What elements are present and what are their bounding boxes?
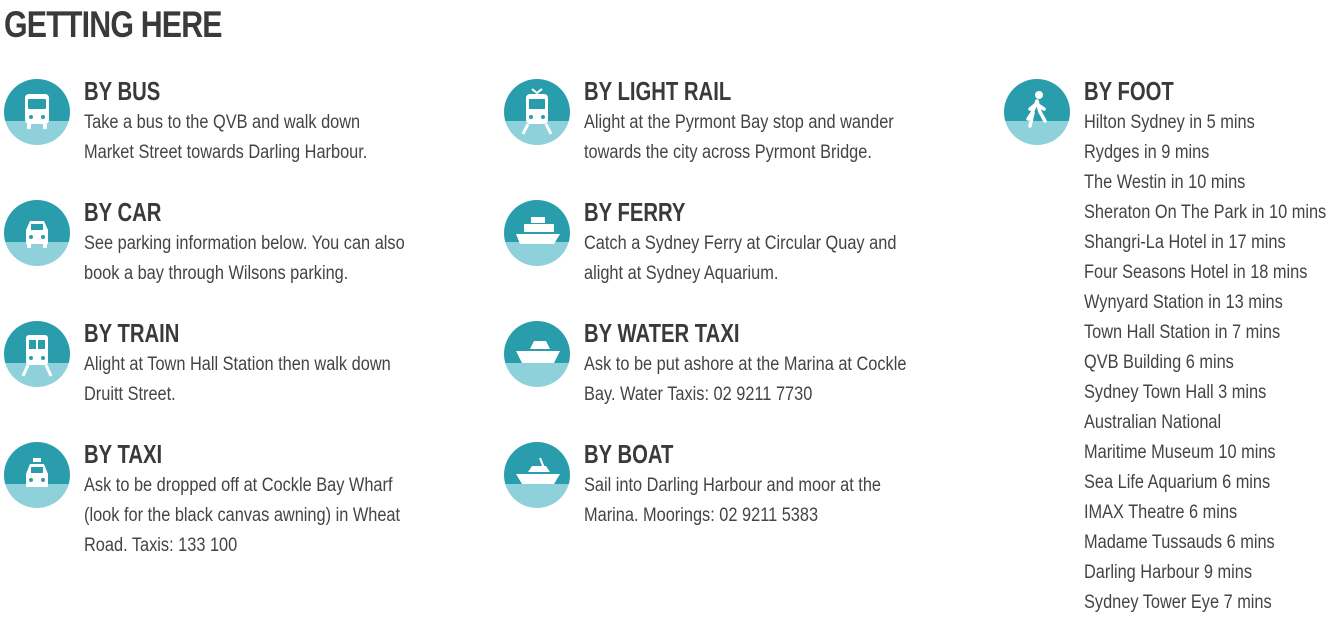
- foot-heading: BY FOOT: [1084, 76, 1174, 106]
- train-line-1: Alight at Town Hall Station then walk down: [84, 354, 391, 375]
- bus-line-1: Take a bus to the QVB and walk down: [84, 112, 361, 133]
- water-taxi-line-2: Bay. Water Taxis: 02 9211 7730: [584, 384, 813, 405]
- taxi-description: [84, 471, 400, 561]
- water-taxi-line-1: Ask to be put ashore at the Marina at Cockle: [584, 354, 907, 375]
- boat-icon: [504, 442, 570, 508]
- light-rail-heading: BY LIGHT RAIL: [584, 76, 732, 106]
- list-item: Rydges in 9 mins: [1084, 142, 1210, 163]
- boat-heading: BY BOAT: [584, 439, 674, 469]
- water-taxi-text: [584, 318, 959, 410]
- water-taxi-heading: BY WATER TAXI: [584, 318, 740, 348]
- walking-times-list: [1084, 108, 1326, 618]
- list-item: Sheraton On The Park in 10 mins: [1084, 202, 1327, 223]
- list-item: Sydney Town Hall 3 mins: [1084, 382, 1267, 403]
- ferry-line-2: alight at Sydney Aquarium.: [584, 263, 779, 284]
- light-rail-line-2: towards the city across Pyrmont Bridge.: [584, 142, 872, 163]
- train-description: [84, 350, 391, 410]
- walking-person-icon: [1004, 79, 1070, 145]
- list-item: QVB Building 6 mins: [1084, 352, 1234, 373]
- bus-description: [84, 108, 367, 168]
- taxi-heading: BY TAXI: [84, 439, 163, 469]
- list-item: IMAX Theatre 6 mins: [1084, 502, 1238, 523]
- taxi-line-1: Ask to be dropped off at Cockle Bay Wharf: [84, 475, 393, 496]
- list-item: Sydney Tower Eye 7 mins: [1084, 592, 1272, 613]
- list-item: Shangri-La Hotel in 17 mins: [1084, 232, 1286, 253]
- bus-icon: [4, 79, 70, 145]
- train-text: [84, 318, 441, 410]
- train-line-2: Druitt Street.: [84, 384, 176, 405]
- ferry-description: [584, 229, 896, 289]
- car-description: [84, 229, 405, 289]
- train-heading: BY TRAIN: [84, 318, 180, 348]
- list-item: Sea Life Aquarium 6 mins: [1084, 472, 1271, 493]
- list-item: Hilton Sydney in 5 mins: [1084, 112, 1255, 133]
- ferry-line-1: Catch a Sydney Ferry at Circular Quay and: [584, 233, 897, 254]
- list-item: Maritime Museum 10 mins: [1084, 442, 1276, 463]
- taxi-text: [84, 439, 452, 561]
- light-rail-line-1: Alight at the Pyrmont Bay stop and wander: [584, 112, 894, 133]
- list-item: Australian National: [1084, 412, 1222, 433]
- list-item: Darling Harbour 9 mins: [1084, 562, 1253, 583]
- page-title: GETTING HERE: [4, 4, 222, 45]
- light-rail-icon: [504, 79, 570, 145]
- bus-line-2: Market Street towards Darling Harbour.: [84, 142, 368, 163]
- water-taxi-icon: [504, 321, 570, 387]
- list-item: Town Hall Station in 7 mins: [1084, 322, 1281, 343]
- car-line-1: See parking information below. You can also: [84, 233, 405, 254]
- bus-text: [84, 76, 413, 168]
- taxi-line-2: (look for the black canvas awning) in Wheat: [84, 505, 401, 526]
- ferry-icon: [504, 200, 570, 266]
- bus-heading: BY BUS: [84, 76, 161, 106]
- boat-text: [584, 439, 929, 531]
- boat-line-1: Sail into Darling Harbour and moor at the: [584, 475, 882, 496]
- list-item: Wynyard Station in 13 mins: [1084, 292, 1283, 313]
- list-item: Madame Tussauds 6 mins: [1084, 532, 1275, 553]
- car-line-2: book a bay through Wilsons parking.: [84, 263, 349, 284]
- light-rail-text: [584, 76, 944, 168]
- taxi-line-3: Road. Taxis: 133 100: [84, 535, 238, 556]
- boat-line-2: Marina. Moorings: 02 9211 5383: [584, 505, 819, 526]
- light-rail-description: [584, 108, 894, 168]
- car-heading: BY CAR: [84, 197, 162, 227]
- foot-text: [1084, 76, 1333, 618]
- taxi-icon: [4, 442, 70, 508]
- list-item: The Westin in 10 mins: [1084, 172, 1246, 193]
- car-text: [84, 197, 457, 289]
- list-item: Four Seasons Hotel in 18 mins: [1084, 262, 1308, 283]
- ferry-heading: BY FERRY: [584, 197, 686, 227]
- water-taxi-description: [584, 350, 906, 410]
- boat-description: [584, 471, 881, 531]
- ferry-text: [584, 197, 947, 289]
- car-icon: [4, 200, 70, 266]
- train-icon: [4, 321, 70, 387]
